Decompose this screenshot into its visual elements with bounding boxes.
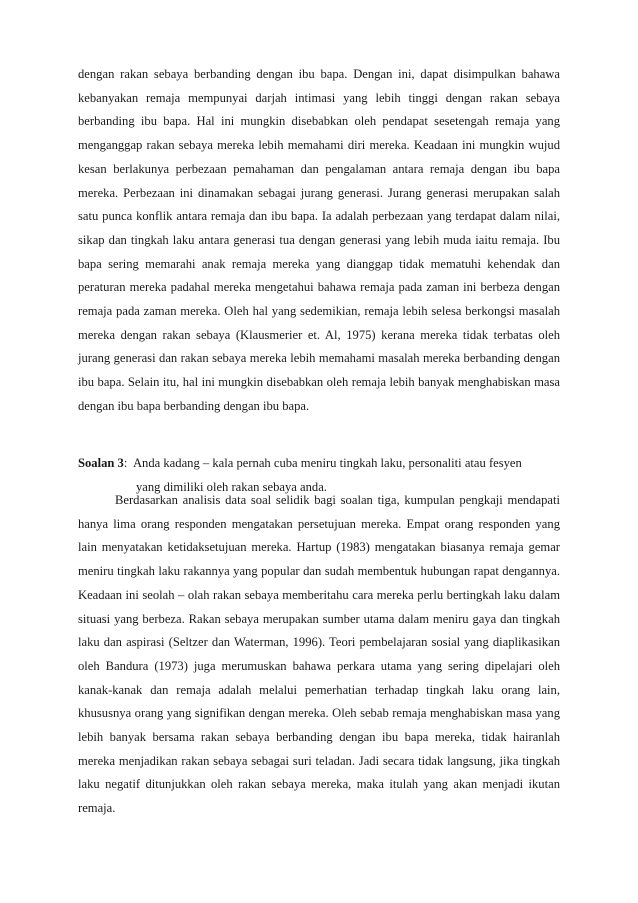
question-text-line-1: Anda kadang – kala pernah cuba meniru tingkah laku, personaliti atau fesyen [132,456,522,470]
question-text-line-2: yang dimiliki oleh rakan sebaya anda. [136,479,327,494]
question-label: Soalan 3 [78,456,124,470]
body-paragraph-2: Berdasarkan analisis data soal selidik bagi soalan tiga, kumpulan pengkaji mendapati hanya lima orang responden mengatakan persetujuan mereka. Empat orang responden yang lain menyatakan ketidaksetujuan mereka. Hartup (1983) mengatakan biasanya remaja gemar meniru tingkah laku rakannya yang popular dan sudah membentuk hubungan rapat dengannya. Keadaan ini seolah – olah rakan sebaya memberitahu cara mereka perlu bertingkah laku dalam situasi yang berbeza. Rakan sebaya merupakan sumber utama dalam meniru gaya dan tingkah laku dan aspirasi (Seltzer dan Waterman, 1996). Teori pembelajaran sosial yang diaplikasikan oleh Bandura (1973) juga merumuskan bahawa perkara utama yang sering dipelajari oleh kanak-kanak dan remaja adalah melalui pemerhatian terhadap tingkah laku orang lain, khususnya orang yang signifikan dengan mereka. Oleh sebab remaja menghabiskan masa yang lebih banyak bersama rakan sebaya berbanding dengan ibu bapa mereka, tidak hairanlah mereka menjadikan rakan sebaya sebagai suri teladan. Jadi secara tidak langsung, jika tingkah laku negatif ditunjukkan oleh rakan sebaya mereka, maka itulah yang akan menjadi ikutan remaja. [78,493,560,816]
body-paragraph-1: dengan rakan sebaya berbanding dengan ibu bapa. Dengan ini, dapat disimpulkan bahawa kebanyakan remaja mempunyai darjah intimasi yang lebih tinggi dengan rakan sebaya berbanding ibu bapa. Hal ini mungkin disebabkan oleh pendapat sesetengah remaja yang menganggap rakan sebaya mereka lebih memahami diri mereka. Keadaan ini mungkin wujud kesan berlakunya perbezaan pemahaman dan pengalaman antara remaja dengan ibu bapa mereka. Perbezaan ini dinamakan sebagai jurang generasi. Jurang generasi merupakan salah satu punca konflik antara remaja dan ibu bapa. Ia adalah perbezaan yang terdapat dalam nilai, sikap dan tingkah laku antara generasi tua dengan generasi yang lebih muda iaitu remaja. Ibu bapa sering memarahi anak remaja mereka yang dianggap tidak mematuhi kehendak dan peraturan mereka padahal mereka mengetahui bahawa remaja pada zaman ini berbeza dengan remaja pada zaman mereka. Oleh hal yang sedemikian, remaja lebih selesa berkongsi masalah mereka dengan rakan sebaya (Klausmerier et. Al, 1975) kerana mereka tidak terbatas oleh jurang generasi dan rakan sebaya mereka lebih memahami masalah mereka berbanding dengan ibu bapa. Selain itu, hal ini mungkin disebabkan oleh remaja lebih banyak menghabiskan masa dengan ibu bapa berbanding dengan ibu bapa. [78,67,560,413]
question-separator: : [123,456,133,470]
question-line-1 [78,452,560,476]
